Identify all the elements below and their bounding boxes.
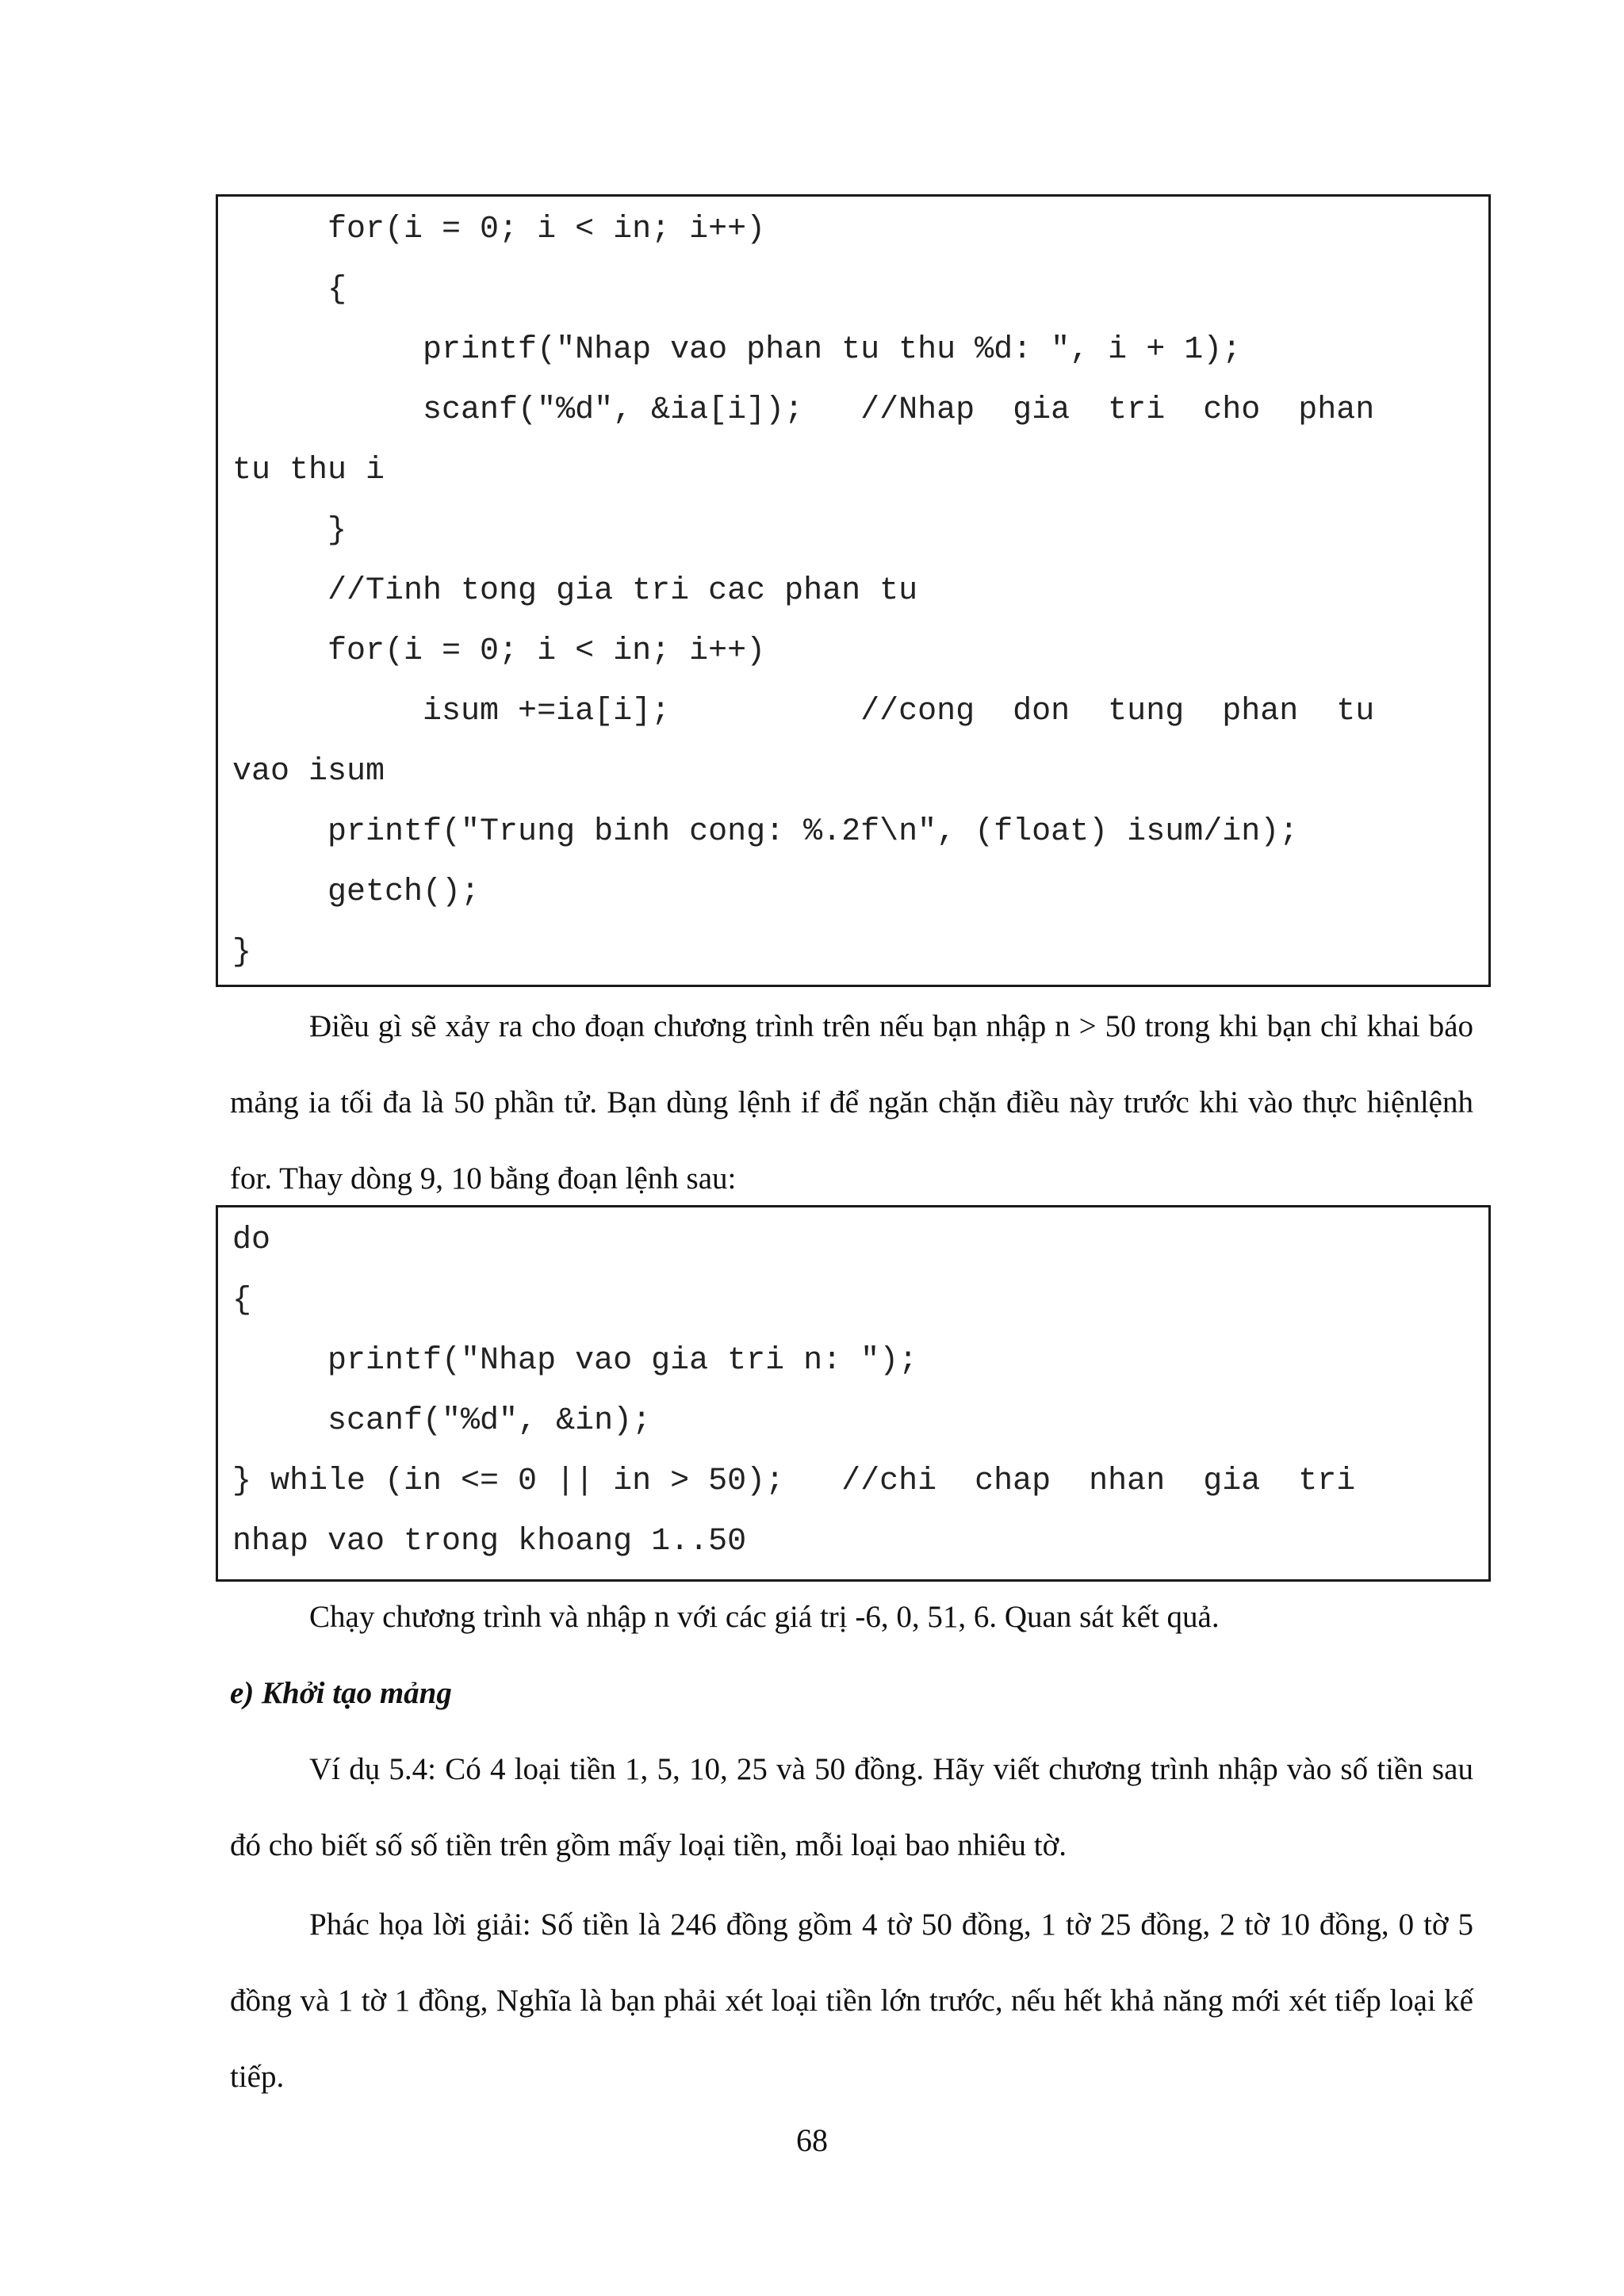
- code-line: do: [232, 1223, 271, 1258]
- code-line: {: [232, 272, 347, 308]
- code-line: }: [232, 513, 347, 549]
- code-line: {: [232, 1283, 252, 1318]
- paragraph-text: Điều gì sẽ xảy ra cho đoạn chương trình trên nếu bạn nhập n > 50 trong khi bạn chỉ khai báo mảng ia tối đa là 50 phần tử. Bạn dùng lệnh if để ngăn chặn điều này trước khi vào thực hiệnlệnh for. Thay dòng 9, 10 bằng đoạn lệnh sau:: [230, 1009, 1473, 1196]
- code-line: }: [232, 935, 252, 970]
- code-line: vao isum: [232, 754, 385, 790]
- paragraph-solution-sketch: Phác họa lời giải: Số tiền là 246 đồng gồm 4 tờ 50 đồng, 1 tờ 25 đồng, 2 tờ 10 đồng, 0 tờ 5 đồng và 1 tờ 1 đồng, Nghĩa là bạn phải xét loại tiền lớn trước, nếu hết khả năng mới xét tiếp loại kế tiếp.: [230, 1908, 1473, 2094]
- code-line: printf("Nhap vao phan tu thu %d: ", i + 1);: [232, 332, 1242, 368]
- section-heading: e) Khởi tạo mảng: [230, 1676, 452, 1710]
- code-block-2: [216, 1205, 1491, 1582]
- code-line: printf("Nhap vao gia tri n: ");: [232, 1343, 918, 1379]
- paragraph-array-bounds: [230, 989, 1473, 1217]
- page-number: 68: [796, 2122, 828, 2158]
- code-line: nhap vao trong khoang 1..50: [232, 1524, 747, 1559]
- paragraph-example: Ví dụ 5.4: Có 4 loại tiền 1, 5, 10, 25 và 50 đồng. Hãy viết chương trình nhập vào số tiền sau đó cho biết số số tiền trên gồm mấy loại tiền, mỗi loại bao nhiêu tờ.: [230, 1752, 1473, 1862]
- code-line: for(i = 0; i < in; i++): [232, 212, 766, 247]
- code-block-1: [216, 194, 1491, 987]
- code-line: getch();: [232, 874, 481, 910]
- code-line: scanf("%d", &in);: [232, 1403, 652, 1439]
- text-section-bottom: [230, 1579, 1473, 2115]
- code-line: //Tinh tong gia tri cac phan tu: [232, 573, 918, 609]
- code-line: for(i = 0; i < in; i++): [232, 633, 766, 669]
- code-line: tu thu i: [232, 453, 385, 488]
- code-line: } while (in <= 0 || in > 50); //chi chap nhan gia tri: [232, 1464, 1356, 1499]
- code-line: printf("Trung binh cong: %.2f\n", (float) isum/in);: [232, 814, 1299, 850]
- code-line: isum +=ia[i]; //cong don tung phan tu: [232, 694, 1375, 729]
- code-line: scanf("%d", &ia[i]); //Nhap gia tri cho phan: [232, 392, 1375, 428]
- paragraph-run-program: Chạy chương trình và nhập n với các giá trị -6, 0, 51, 6. Quan sát kết quả.: [309, 1600, 1220, 1634]
